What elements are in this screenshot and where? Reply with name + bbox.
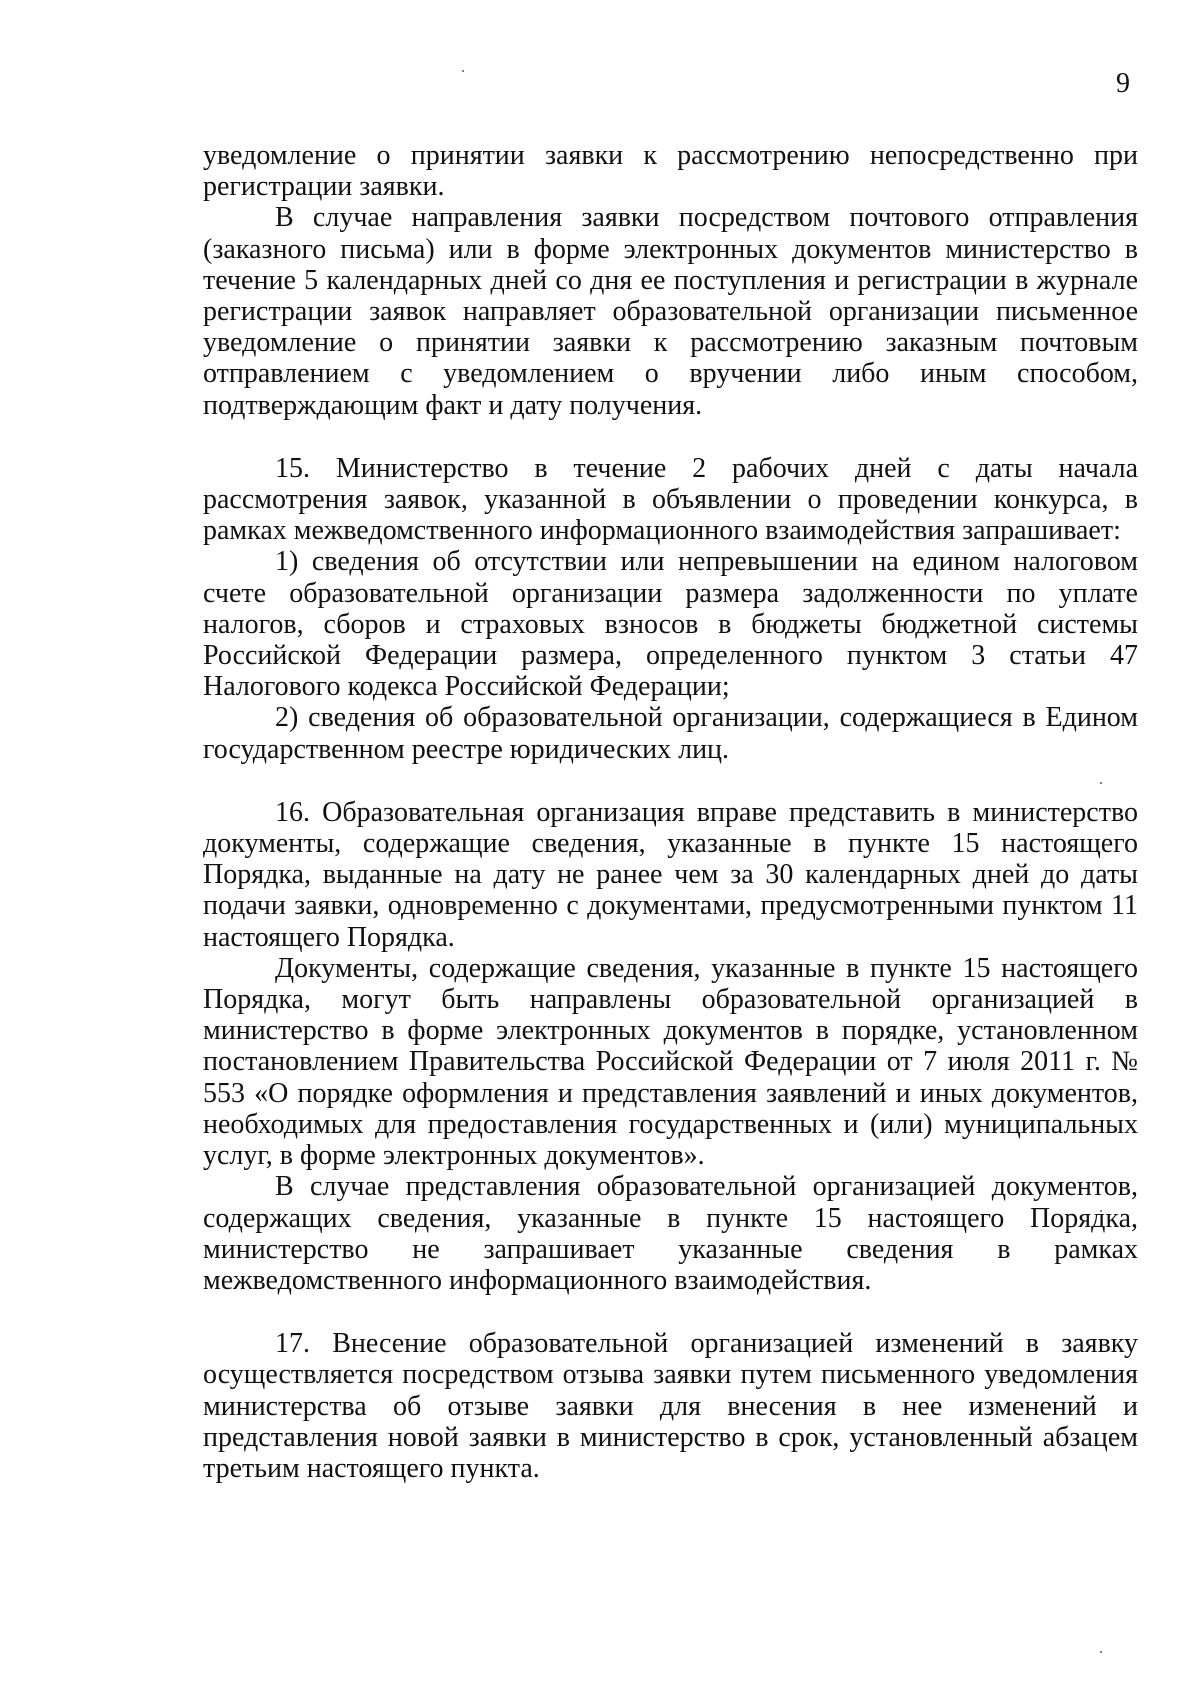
paragraph-item-15-2: 2) сведения об образовательной организации, содержащиеся в Едином государственном реестре юридических лиц.	[203, 702, 1138, 765]
page-number: 9	[1116, 68, 1130, 99]
scan-speck	[462, 70, 464, 72]
document-body	[203, 140, 1138, 1484]
paragraph-item-16-no-request: В случае представления образовательной организацией документов, содержащих сведения, указанные в пункте 15 настоящего Порядка, министерство не запрашивает указанные сведения в рамках межведомственного информационного взаимодействия.	[203, 1171, 1138, 1296]
paragraph-item-17: 17. Внесение образовательной организацией изменений в заявку осуществляется посредством отзыва заявки путем письменного уведомления министерства об отзыве заявки для внесения в нее изменений и представления новой заявки в министерство в срок, установленный абзацем третьим настоящего пункта.	[203, 1328, 1138, 1484]
paragraph-notification: В случае направления заявки посредством почтового отправления (заказного письма) или в форме электронных документов министерство в течение 5 календарных дней со дня ее поступления и регистрации в журнале регистрации заявок направляет образовательной организации письменное уведомление о принятии заявки к рассмотрению заказным почтовым отправлением с уведомлением о вручении либо иным способом, подтверждающим факт и дату получения.	[203, 202, 1138, 421]
paragraph-item-16-electronic: Документы, содержащие сведения, указанные в пункте 15 настоящего Порядка, могут быть направлены образовательной организацией в министерство в форме электронных документов в порядке, установленном постановлением Правительства Российской Федерации от 7 июля 2011 г. № 553 «О порядке оформления и представления заявлений и иных документов, необходимых для предоставления государственных и (или) муниципальных услуг, в форме электронных документов».	[203, 952, 1138, 1172]
paragraph-item-15-1: 1) сведения об отсутствии или непревышении на едином налоговом счете образовательной организации размера задолженности по уплате налогов, сборов и страховых взносов в бюджеты бюджетной системы Российской Федерации размера, определенного пунктом 3 статьи 47 Налогового кодекса Российской Федерации;	[203, 546, 1138, 703]
paragraph-item-16: 16. Образовательная организация вправе представить в министерство документы, содержащие сведения, указанные в пункте 15 настоящего Порядка, выданные на дату не ранее чем за 30 календарных дней до даты подачи заявки, одновременно с документами, предусмотренными пунктом 11 настоящего Порядка.	[203, 796, 1138, 953]
scan-speck	[1100, 1651, 1102, 1653]
paragraph-continuation: уведомление о принятии заявки к рассмотрению непосредственно при регистрации заявки.	[203, 140, 1138, 203]
paragraph-item-15: 15. Министерство в течение 2 рабочих дней с даты начала рассмотрения заявок, указанной в объявлении о проведении конкурса, в рамках межведомственного информационного взаимодействия запрашивает:	[203, 452, 1138, 547]
